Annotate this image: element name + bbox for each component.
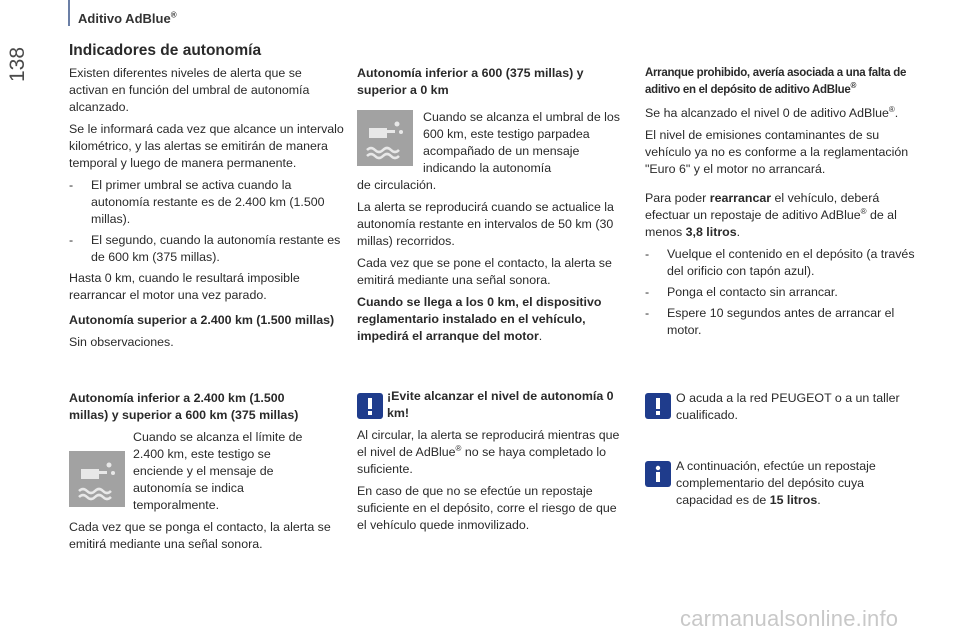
warning-heading: ¡Evite alcanzar el nivel de autonomía 0 km!	[387, 389, 614, 420]
subheading-inferior: Autonomía inferior a 2.400 km (1.500 millas) y superior a 600 km (375 millas)	[69, 391, 299, 422]
col2-warning-box	[357, 388, 629, 539]
inferior-icon-text: Cuando se alcanza el límite de 2.400 km, este testigo se enciende y el mensaje de autonomía se indica temporalmente.	[133, 430, 303, 512]
col3-paragraph-1: Se ha alcanzado el nivel 0 de aditivo AdBlue®.	[645, 104, 899, 120]
col3-heading: Arranque prohibido, avería asociada a una falta de aditivo en el depósito de aditivo AdBlue®	[645, 67, 907, 96]
col3-info-text: A continuación, efectúe un repostaje complementario del depósito cuya capacidad es de 15 litros.	[676, 459, 876, 507]
intro-paragraph-2: Se le informará cada vez que alcance un intervalo kilométrico, y las alertas se emitirán de manera temporal y luego de manera permanente.	[69, 122, 344, 170]
adblue-warning-lamp-icon	[69, 451, 125, 507]
warning-paragraph-1: Al circular, la alerta se reproducirá mientras que el nivel de AdBlue® no se haya completado lo suficiente.	[357, 428, 620, 476]
col3-warning-text: O acuda a la red PEUGEOT o a un taller cualificado.	[676, 391, 900, 422]
col2-heading: Autonomía inferior a 600 (375 millas) y superior a 0 km	[357, 66, 584, 97]
watermark: carmanualsonline.info	[680, 606, 899, 631]
col2-icon-text-end: de circulación.	[357, 178, 437, 192]
inferior-text: Cada vez que se ponga el contacto, la alerta se emitirá mediante una señal sonora.	[69, 520, 331, 551]
intro-paragraph-1: Existen diferentes niveles de alerta que se activan en función del umbral de autonomía alcanzado.	[69, 66, 310, 114]
column-2	[357, 65, 629, 350]
col3-paragraph-3: Para poder rearrancar el vehículo, deberá efectuar un repostaje de aditivo AdBlue® de al menos 3,8 litros.	[645, 191, 897, 239]
col2-paragraph-1: La alerta se reproducirá cuando se actualice la autonomía restante en intervalos de 50 km (30 millas) recorridos.	[357, 200, 614, 248]
header-bar	[68, 0, 70, 26]
col3-paragraph-2: El nivel de emisiones contaminantes de su vehículo ya no es conforme a la reglamentación "Euro 6" y el motor no arrancará.	[645, 128, 909, 176]
column-3	[645, 65, 915, 343]
hasta-paragraph: Hasta 0 km, cuando le resultará imposible rearrancar el motor una vez parado.	[69, 271, 300, 302]
exclamation-warning-icon-2	[645, 393, 671, 419]
list-item: - El segundo, cuando la autonomía restante es de 600 km (375 millas).	[69, 233, 341, 264]
subheading-superior: Autonomía superior a 2.400 km (1.500 millas)	[69, 313, 335, 327]
col2-paragraph-3: Cuando se llega a los 0 km, el dispositivo reglamentario instalado en el vehículo, impedirá el arranque del motor.	[357, 295, 602, 343]
list-item: - Ponga el contacto sin arrancar.	[645, 285, 838, 299]
info-icon	[645, 461, 671, 487]
warning-paragraph-2: En caso de que no se efectúe un repostaje suficiente en el depósito, corre el riesgo de que el vehículo quede inmovilizado.	[357, 484, 617, 532]
list-item: - El primer umbral se activa cuando la autonomía restante es de 2.400 km (1.500 millas).	[69, 178, 325, 226]
adblue-warning-lamp-icon-2	[357, 110, 413, 166]
page-number: 138	[6, 46, 29, 82]
header-title: Aditivo AdBlue®	[78, 10, 177, 26]
list-item: - Espere 10 segundos antes de arrancar el motor.	[645, 306, 895, 337]
list-item: - Vuelque el contenido en el depósito (a través del orificio con tapón azul).	[645, 247, 915, 278]
col2-paragraph-2: Cada vez que se pone el contacto, la alerta se emitirá mediante una señal sonora.	[357, 256, 612, 287]
column-1	[69, 65, 344, 356]
col2-icon-text: Cuando se alcanza el umbral de los 600 km, este testigo parpadea acompañado de un mensaje indicando la autonomía	[423, 110, 620, 175]
superior-text: Sin observaciones.	[69, 335, 174, 349]
section-title: Indicadores de autonomía	[69, 42, 262, 59]
